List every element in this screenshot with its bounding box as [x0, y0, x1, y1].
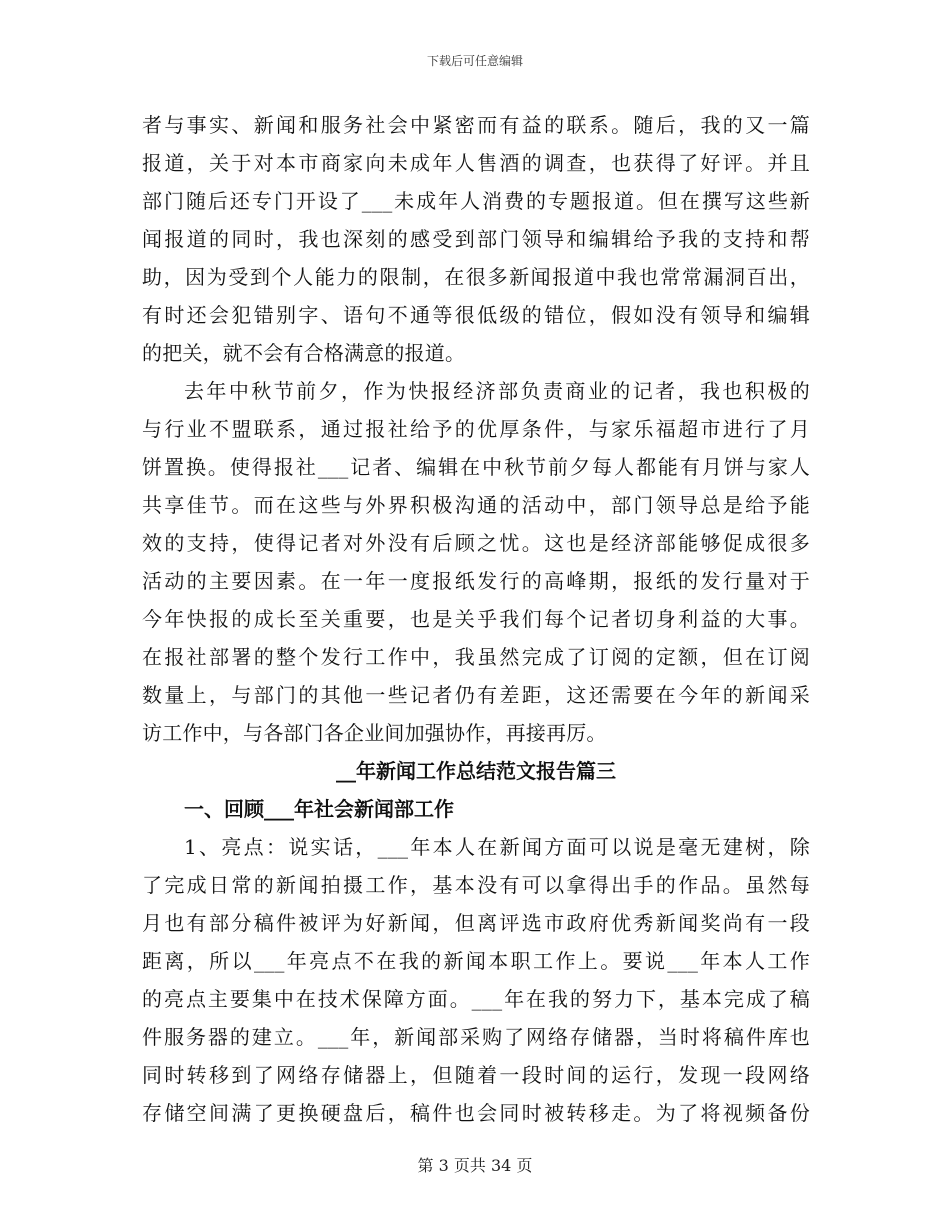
text-line: 共享佳节。而在这些与外界积极沟通的活动中，部门领导总是给予能	[142, 493, 810, 517]
page-header: 下载后可任意编辑	[426, 54, 523, 68]
text-line: 去年中秋节前夕，作为快报经济部负责商业的记者，我也积极的	[184, 379, 810, 403]
section-title: __年新闻工作总结范文报告篇三	[336, 759, 616, 783]
paragraph-1	[142, 106, 810, 372]
paragraph-2	[142, 372, 810, 752]
text-line: 效的支持，使得记者对外没有后顾之忧。这也是经济部能够促成很多	[142, 531, 810, 555]
text-line: 助，因为受到个人能力的限制，在很多新闻报道中我也常常漏洞百出，	[142, 265, 810, 289]
text-line: 活动的主要因素。在一年一度报纸发行的高峰期，报纸的发行量对于	[142, 569, 810, 593]
text-line: 的亮点主要集中在技术保障方面。___年在我的努力下，基本完成了稿	[142, 987, 810, 1011]
text-line: 闻报道的同时，我也深刻的感受到部门领导和编辑给予我的支持和帮	[142, 227, 810, 251]
text-line: 与行业不盟联系，通过报社给予的优厚条件，与家乐福超市进行了月	[142, 417, 810, 441]
text-line: 部门随后还专门开设了___未成年人消费的专题报道。但在撰写这些新	[142, 189, 810, 213]
text-line: 在报社部署的整个发行工作中，我虽然完成了订阅的定额，但在订阅	[142, 645, 810, 669]
text-line: 1、亮点：说实话，___年本人在新闻方面可以说是毫无建树，除	[184, 835, 810, 859]
text-line: 有时还会犯错别字、语句不通等很低级的错位，假如没有领导和编辑	[142, 303, 810, 327]
text-line: 者与事实、新闻和服务社会中紧密而有益的联系。随后，我的又一篇	[142, 113, 810, 137]
text-line: 报道，关于对本市商家向未成年人售酒的调查，也获得了好评。并且	[142, 151, 810, 175]
text-line: 件服务器的建立。___年，新闻部采购了网络存储器，当时将稿件库也	[142, 1025, 810, 1049]
text-line: 存储空间满了更换硬盘后，稿件也会同时被转移走。为了将视频备份	[142, 1101, 810, 1125]
text-line: 数量上，与部门的其他一些记者仍有差距，这还需要在今年的新闻采	[142, 683, 810, 707]
document-body	[142, 106, 810, 1132]
text-line: 月也有部分稿件被评为好新闻，但离评选市政府优秀新闻奖尚有一段	[142, 911, 810, 935]
text-line: 了完成日常的新闻拍摄工作，基本没有可以拿得出手的作品。虽然每	[142, 873, 810, 897]
paragraph-3	[142, 828, 810, 1132]
page-number: 第 3 页共 34 页	[417, 1156, 533, 1175]
text-line: 访工作中，与各部门各企业间加强协作，再接再厉。	[142, 721, 607, 745]
text-line: 的把关，就不会有合格满意的报道。	[142, 341, 466, 365]
text-line: 饼置换。使得报社___记者、编辑在中秋节前夕每人都能有月饼与家人	[142, 455, 810, 479]
text-line: 今年快报的成长至关重要，也是关乎我们每个记者切身利益的大事。	[142, 607, 810, 631]
text-line: 同时转移到了网络存储器上，但随着一段时间的运行，发现一段网络	[142, 1063, 810, 1087]
text-line: 距离，所以___年亮点不在我的新闻本职工作上。要说___年本人工作	[142, 949, 810, 973]
subsection-heading: 一、回顾___年社会新闻部工作	[184, 797, 454, 821]
